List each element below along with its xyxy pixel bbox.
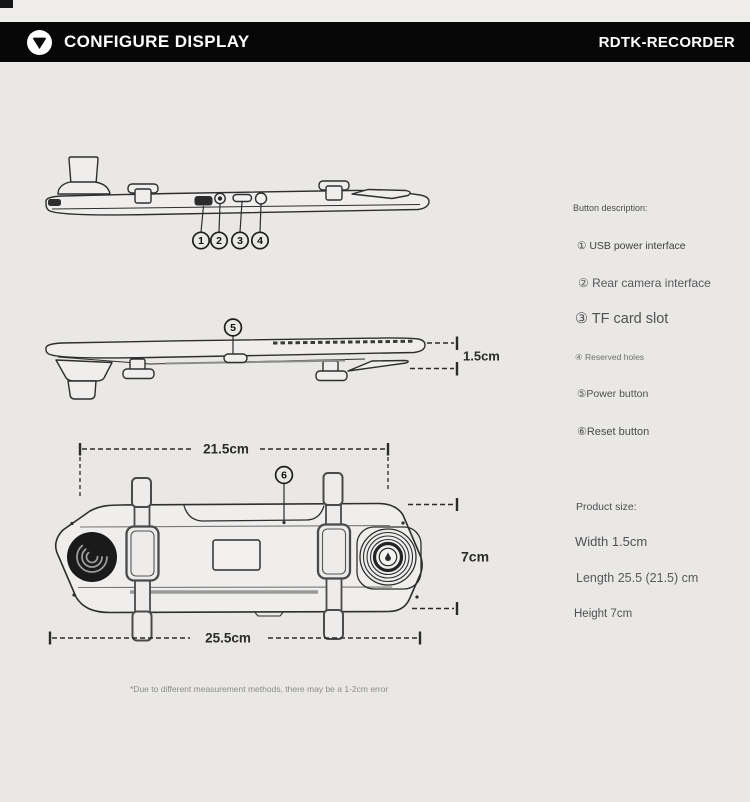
callout-6 <box>276 467 293 484</box>
button-description-item-reserved-holes: ④ Reserved holes <box>575 352 645 362</box>
measurement-footnote: *Due to different measurement methods, there may be a 1-2cm error <box>130 684 389 694</box>
button-description-item-reset: ⑥Reset button <box>577 426 650 438</box>
button-description-item-power: ⑤Power button <box>577 388 649 400</box>
strap-right <box>318 473 350 639</box>
product-size-width: Width 1.5cm <box>575 534 648 549</box>
callout-2-number: 2 <box>216 235 222 248</box>
button-description-heading: Button description: <box>573 203 648 213</box>
button-description-item-rear-camera: ② Rear camera interface <box>578 276 711 290</box>
button-description-item-tf-card: ③ TF card slot <box>575 311 669 327</box>
height-dimension-label: 7cm <box>461 548 490 565</box>
product-size-length: Length 25.5 (21.5) cm <box>576 571 699 585</box>
mount-clip-right-side <box>316 361 347 381</box>
glass-edge <box>165 361 345 364</box>
bottom-notch <box>255 613 283 617</box>
mount-arm-side <box>348 361 408 372</box>
reset-pinhole <box>282 521 285 524</box>
camera-knob-side <box>56 360 112 399</box>
info-label <box>213 540 260 570</box>
header-title: CONFIGURE DISPLAY <box>64 32 250 51</box>
brand-logo-icon <box>27 30 52 55</box>
top-strip <box>0 0 750 22</box>
callout-4 <box>252 232 268 248</box>
callout-5-number: 5 <box>230 322 236 335</box>
callout-6-number: 6 <box>281 469 287 482</box>
av-port <box>215 193 225 203</box>
callout-1-number: 1 <box>198 235 204 248</box>
strap-left <box>127 478 159 641</box>
header-brand: RDTK-RECORDER <box>598 33 735 51</box>
product-size-height: Height 7cm <box>574 608 633 620</box>
reserved-hole <box>256 193 267 204</box>
thickness-dimension-label: 1.5cm <box>463 348 500 364</box>
diagram-rear-view <box>30 435 530 650</box>
callout-4-number: 4 <box>257 235 263 248</box>
button-description-item-usb: ① USB power interface <box>577 240 686 252</box>
callout-5 <box>225 319 242 336</box>
diagram-side-view <box>30 300 510 412</box>
power-button <box>224 354 247 363</box>
corner-mark <box>0 0 13 8</box>
product-size-heading: Product size: <box>576 501 637 513</box>
callout-2 <box>211 232 227 248</box>
callout-1 <box>193 232 209 248</box>
callout-3-number: 3 <box>237 235 243 248</box>
camera-knob <box>58 157 110 194</box>
callout-3 <box>232 232 248 248</box>
tf-card-slot <box>233 195 252 202</box>
diagram-top-view <box>30 140 450 255</box>
panel-line-lower <box>78 587 392 588</box>
mirror-tip-cap <box>48 199 61 206</box>
top-width-dimension-label: 21.5cm <box>203 441 249 457</box>
header-bar <box>0 22 750 62</box>
speaker <box>67 532 117 582</box>
usb-port <box>195 196 213 206</box>
bottom-width-dimension-label: 25.5cm <box>205 630 251 646</box>
